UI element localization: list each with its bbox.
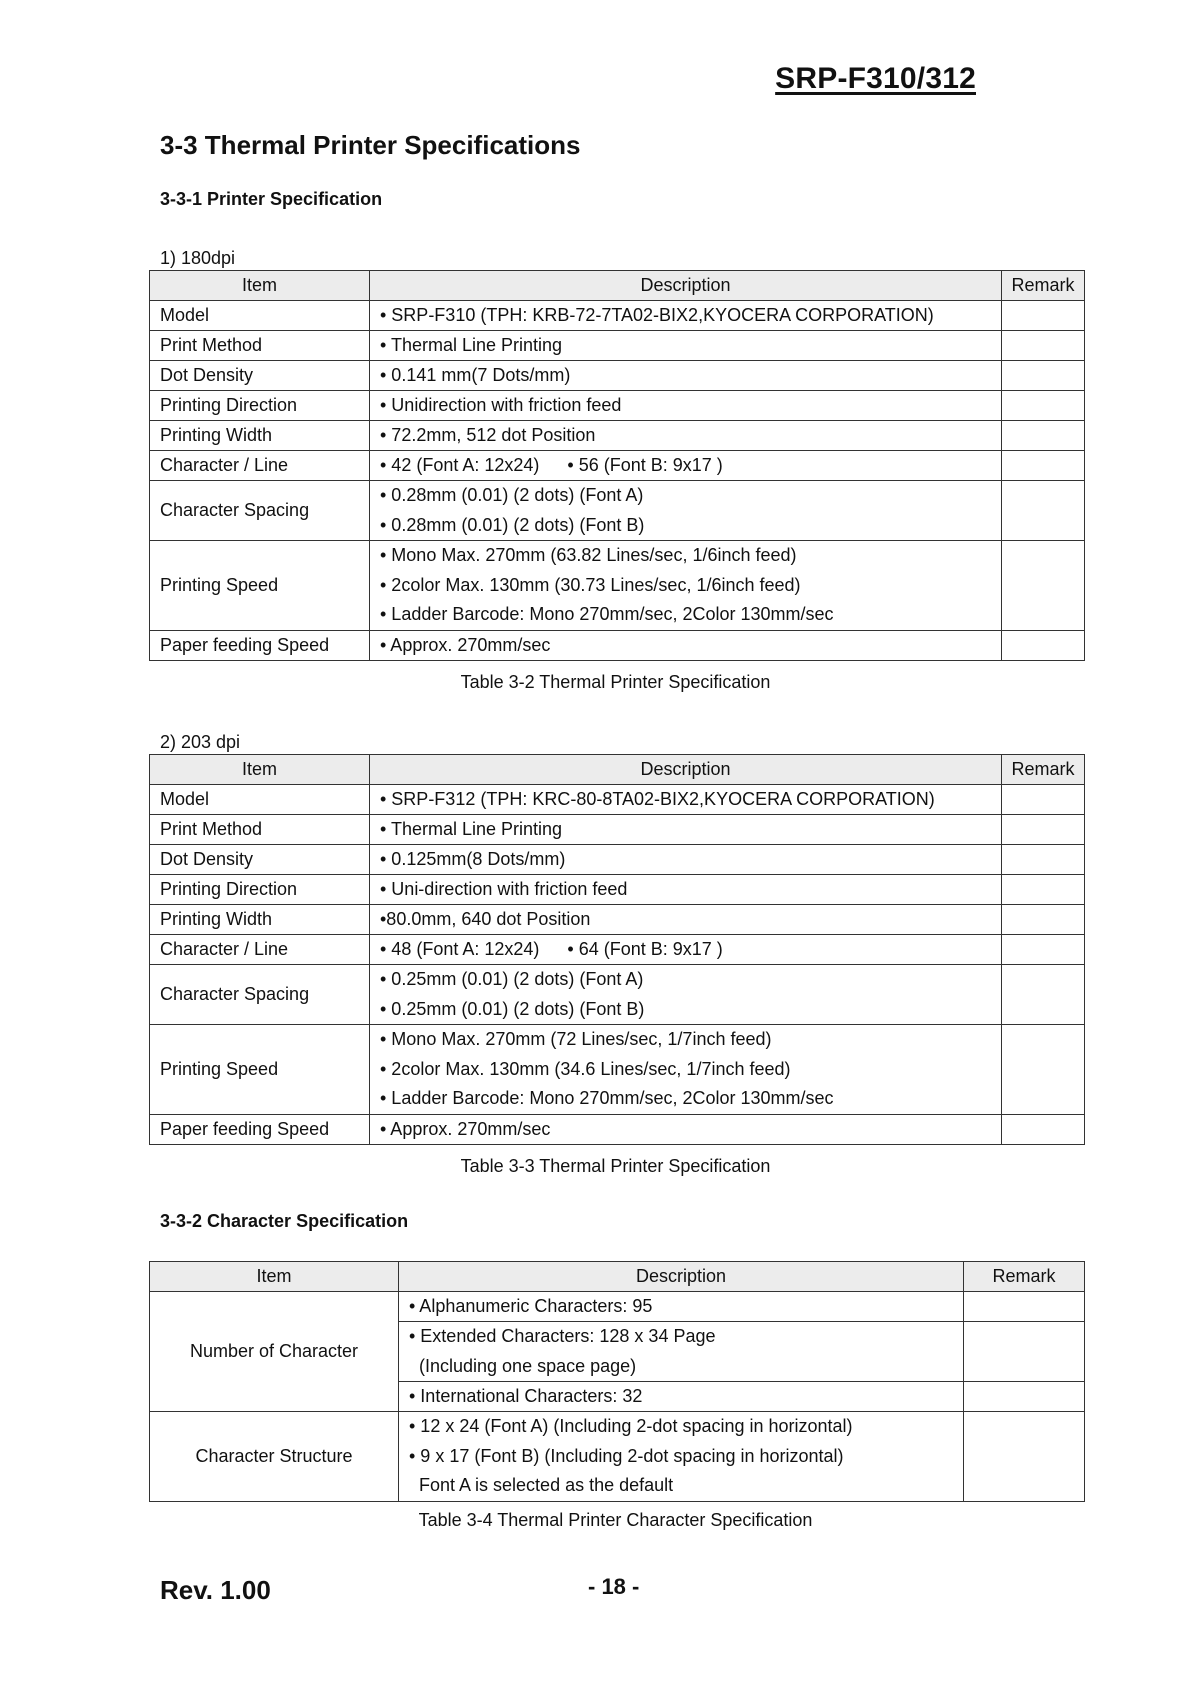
table-header-row xyxy=(150,755,1085,785)
table-header-row xyxy=(150,1262,1085,1292)
character-spec-table xyxy=(149,1261,1085,1502)
table-row xyxy=(150,391,1085,421)
remark-cell xyxy=(1002,391,1085,421)
document-id: SRP-F310/312 xyxy=(775,62,976,95)
remark-cell xyxy=(964,1292,1085,1322)
item-cell: Character Spacing xyxy=(150,965,370,1025)
revision-label: Rev. 1.00 xyxy=(160,1575,271,1605)
description-line: • 12 x 24 (Font A) (Including 2-dot spacing in horizontal) xyxy=(409,1416,853,1436)
description-line: • Extended Characters: 128 x 34 Page xyxy=(409,1326,716,1346)
description-line: • Mono Max. 270mm (63.82 Lines/sec, 1/6inch feed) xyxy=(380,545,797,565)
description-line: • Mono Max. 270mm (72 Lines/sec, 1/7inch feed) xyxy=(380,1029,772,1049)
description-cell: • 0.125mm(8 Dots/mm) xyxy=(370,845,1002,875)
table-row xyxy=(150,935,1085,965)
table2-caption: Table 3-3 Thermal Printer Specification xyxy=(460,1156,771,1176)
description-line: (Including one space page) xyxy=(419,1355,637,1376)
remark-cell xyxy=(1002,451,1085,481)
description-cell: • Thermal Line Printing xyxy=(370,331,1002,361)
remark-cell xyxy=(1002,785,1085,815)
table-row xyxy=(150,451,1085,481)
remark-cell xyxy=(1002,1025,1085,1115)
description-cell xyxy=(399,1322,964,1382)
table2-label: 2) 203 dpi xyxy=(160,732,241,752)
item-cell: Print Method xyxy=(150,815,370,845)
item-cell: Number of Character xyxy=(150,1292,399,1412)
item-cell: Character / Line xyxy=(150,935,370,965)
item-cell: Paper feeding Speed xyxy=(150,630,370,660)
header-description: Description xyxy=(399,1262,964,1292)
table-row xyxy=(150,301,1085,331)
header-description: Description xyxy=(370,755,1002,785)
description-cell xyxy=(370,965,1002,1025)
table-row xyxy=(150,1292,1085,1322)
table-row xyxy=(150,630,1085,660)
remark-cell xyxy=(1002,1114,1085,1144)
description-line: • 0.28mm (0.01) (2 dots) (Font B) xyxy=(380,514,645,535)
header-remark: Remark xyxy=(1002,271,1085,301)
table-row xyxy=(150,1114,1085,1144)
table1-caption: Table 3-2 Thermal Printer Specification xyxy=(460,672,771,692)
table-row xyxy=(150,875,1085,905)
header-item: Item xyxy=(150,1262,399,1292)
subsection-title-character-spec: 3-3-2 Character Specification xyxy=(160,1211,409,1231)
item-cell: Model xyxy=(150,785,370,815)
spec-table-203dpi xyxy=(149,754,1085,1145)
table-row xyxy=(150,1412,1085,1502)
table-row xyxy=(150,541,1085,631)
description-line: • 0.25mm (0.01) (2 dots) (Font B) xyxy=(380,998,645,1019)
description-line: • 0.28mm (0.01) (2 dots) (Font A) xyxy=(380,485,644,505)
header-item: Item xyxy=(150,271,370,301)
item-cell: Printing Speed xyxy=(150,541,370,631)
description-line: • 2color Max. 130mm (30.73 Lines/sec, 1/6inch feed) xyxy=(380,574,801,595)
description-cell xyxy=(399,1412,964,1502)
font-a-value: • 48 (Font A: 12x24) xyxy=(380,939,540,959)
remark-cell xyxy=(1002,421,1085,451)
description-cell xyxy=(370,935,1002,965)
description-cell: • Unidirection with friction feed xyxy=(370,391,1002,421)
remark-cell xyxy=(1002,541,1085,631)
table-row xyxy=(150,845,1085,875)
table-row xyxy=(150,421,1085,451)
description-line: • 0.25mm (0.01) (2 dots) (Font A) xyxy=(380,969,644,989)
description-cell xyxy=(370,481,1002,541)
item-cell: Character Structure xyxy=(150,1412,399,1502)
header-remark: Remark xyxy=(1002,755,1085,785)
description-line: • 2color Max. 130mm (34.6 Lines/sec, 1/7inch feed) xyxy=(380,1058,791,1079)
remark-cell xyxy=(1002,905,1085,935)
description-line: • Ladder Barcode: Mono 270mm/sec, 2Color 130mm/sec xyxy=(380,604,834,624)
description-cell: • Approx. 270mm/sec xyxy=(370,1114,1002,1144)
remark-cell xyxy=(1002,481,1085,541)
font-b-value: • 56 (Font B: 9x17 ) xyxy=(567,455,723,475)
table3-caption: Table 3-4 Thermal Printer Character Specification xyxy=(418,1510,813,1530)
description-cell: • Approx. 270mm/sec xyxy=(370,630,1002,660)
item-cell: Printing Direction xyxy=(150,391,370,421)
description-cell: • SRP-F312 (TPH: KRC-80-8TA02-BIX2,KYOCERA CORPORATION) xyxy=(370,785,1002,815)
description-cell xyxy=(370,1025,1002,1115)
spec-table-180dpi xyxy=(149,270,1085,661)
remark-cell xyxy=(1002,935,1085,965)
item-cell: Paper feeding Speed xyxy=(150,1114,370,1144)
table-row xyxy=(150,905,1085,935)
description-cell: • Thermal Line Printing xyxy=(370,815,1002,845)
remark-cell xyxy=(1002,331,1085,361)
table-row xyxy=(150,965,1085,1025)
item-cell: Dot Density xyxy=(150,845,370,875)
remark-cell xyxy=(1002,845,1085,875)
description-cell: • SRP-F310 (TPH: KRB-72-7TA02-BIX2,KYOCERA CORPORATION) xyxy=(370,301,1002,331)
remark-cell xyxy=(1002,965,1085,1025)
remark-cell xyxy=(1002,875,1085,905)
remark-cell xyxy=(964,1322,1085,1382)
item-cell: Print Method xyxy=(150,331,370,361)
remark-cell xyxy=(1002,361,1085,391)
description-cell: • Uni-direction with friction feed xyxy=(370,875,1002,905)
description-cell: •80.0mm, 640 dot Position xyxy=(370,905,1002,935)
description-cell: • International Characters: 32 xyxy=(399,1382,964,1412)
table-row xyxy=(150,331,1085,361)
section-title: 3-3 Thermal Printer Specifications xyxy=(160,130,581,160)
font-a-value: • 42 (Font A: 12x24) xyxy=(380,455,540,475)
description-cell xyxy=(370,451,1002,481)
item-cell: Character / Line xyxy=(150,451,370,481)
remark-cell xyxy=(964,1412,1085,1502)
remark-cell xyxy=(964,1382,1085,1412)
font-b-value: • 64 (Font B: 9x17 ) xyxy=(567,939,723,959)
table-row xyxy=(150,785,1085,815)
table-row xyxy=(150,1025,1085,1115)
description-cell: • Alphanumeric Characters: 95 xyxy=(399,1292,964,1322)
table-row xyxy=(150,481,1085,541)
item-cell: Dot Density xyxy=(150,361,370,391)
table-row xyxy=(150,361,1085,391)
remark-cell xyxy=(1002,815,1085,845)
description-line: • 9 x 17 (Font B) (Including 2-dot spacing in horizontal) xyxy=(409,1445,844,1466)
description-line: • Ladder Barcode: Mono 270mm/sec, 2Color 130mm/sec xyxy=(380,1088,834,1108)
subsection-title-printer-spec: 3-3-1 Printer Specification xyxy=(160,189,383,209)
remark-cell xyxy=(1002,301,1085,331)
item-cell: Printing Direction xyxy=(150,875,370,905)
item-cell: Printing Width xyxy=(150,421,370,451)
description-cell: • 72.2mm, 512 dot Position xyxy=(370,421,1002,451)
table-header-row xyxy=(150,271,1085,301)
page-number: - 18 - xyxy=(588,1574,640,1599)
table-row xyxy=(150,815,1085,845)
item-cell: Printing Speed xyxy=(150,1025,370,1115)
header-description: Description xyxy=(370,271,1002,301)
table1-label: 1) 180dpi xyxy=(160,248,236,268)
description-line: Font A is selected as the default xyxy=(419,1475,674,1495)
item-cell: Model xyxy=(150,301,370,331)
description-cell: • 0.141 mm(7 Dots/mm) xyxy=(370,361,1002,391)
remark-cell xyxy=(1002,630,1085,660)
description-cell xyxy=(370,541,1002,631)
header-remark: Remark xyxy=(964,1262,1085,1292)
header-item: Item xyxy=(150,755,370,785)
item-cell: Printing Width xyxy=(150,905,370,935)
item-cell: Character Spacing xyxy=(150,481,370,541)
